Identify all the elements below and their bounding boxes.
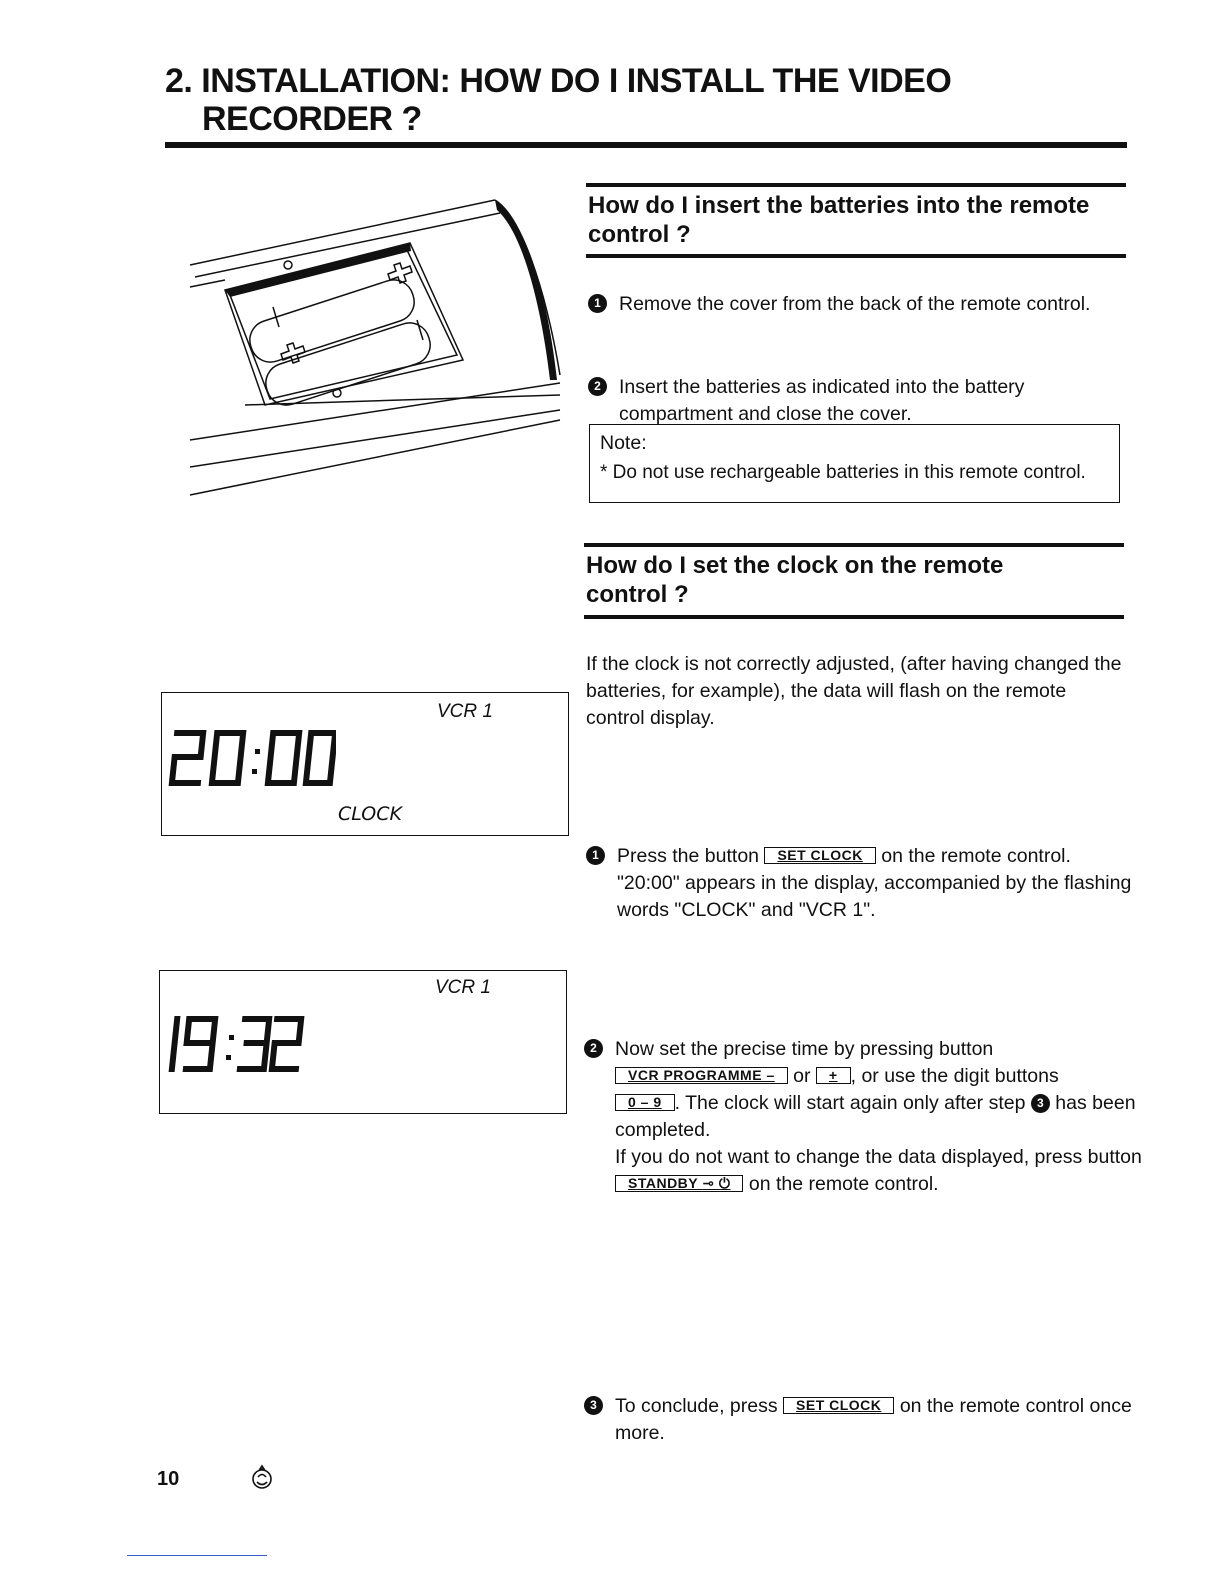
battery-step-2	[588, 374, 1089, 428]
clock-step-3	[584, 1393, 1155, 1447]
display-vcr-label: VCR 1	[437, 701, 493, 722]
step-number-badge: 2	[584, 1039, 603, 1058]
digit-buttons: 0 – 9	[615, 1094, 675, 1111]
clock-step-2	[584, 1036, 1155, 1198]
clock-step-1	[586, 843, 1157, 924]
key-power-icon: ⊸ ⏻	[702, 1175, 731, 1191]
step-text: Now set the precise time by pressing button	[615, 1038, 994, 1060]
recycle-logo-icon	[246, 1462, 278, 1494]
step-text: on the remote control.	[881, 845, 1071, 867]
step-text: on the remote control.	[748, 1173, 939, 1195]
plus-button: +	[816, 1067, 851, 1084]
title-rule	[165, 142, 1127, 148]
page-title-line2: RECORDER ?	[202, 100, 422, 138]
standby-button	[615, 1175, 743, 1192]
clock-intro: If the clock is not correctly adjusted, (after having changed the batteries, for example), the data will flash on the remote control display.	[586, 653, 1122, 729]
page-title-line1: 2. INSTALLATION: HOW DO I INSTALL THE VIDEO	[165, 62, 952, 100]
set-clock-button: SET CLOCK	[764, 847, 875, 864]
step-text: , or use the digit buttons	[850, 1065, 1059, 1087]
battery-step-1	[588, 291, 1159, 318]
step-number-badge: 3	[584, 1396, 603, 1415]
display-clock-label: CLOCK	[338, 803, 402, 825]
page-number: 10	[157, 1468, 180, 1490]
step-text: . The clock will start again only after step	[674, 1092, 1026, 1114]
step-text: Insert the batteries as indicated into the battery compartment and close the cover.	[619, 376, 1025, 425]
page-title	[165, 62, 1065, 138]
footer-divider	[127, 1555, 267, 1556]
vcr-programme-minus-button: VCR PROGRAMME –	[615, 1067, 788, 1084]
section-heading-batteries: How do I insert the batteries into the remote control ?	[586, 183, 1126, 258]
step-text: To conclude, press	[615, 1395, 778, 1417]
display-time-digits	[166, 725, 336, 795]
set-clock-button: SET CLOCK	[783, 1397, 894, 1414]
step-text: Press the button	[617, 845, 760, 867]
step-number-badge: 1	[588, 294, 607, 313]
remote-display-time	[159, 970, 567, 1114]
step-text: has been completed.	[615, 1092, 1136, 1141]
section-heading-clock	[584, 543, 1124, 619]
step-text: "20:00" appears in the display, accompanied by the flashing words "CLOCK" and "VCR 1".	[617, 872, 1132, 921]
section-heading-clock-text: How do I set the clock on the remote control ?	[586, 552, 1004, 608]
remote-display-clock	[161, 692, 569, 836]
step-text: or	[793, 1065, 811, 1087]
step-number-badge: 2	[588, 377, 607, 396]
display-time-digits	[166, 1011, 306, 1081]
note-text: * Do not use rechargeable batteries in this remote control.	[600, 462, 1086, 483]
remote-battery-illustration	[185, 195, 570, 505]
step-text: on the remote control once more.	[615, 1395, 1132, 1444]
standby-button-label: STANDBY	[628, 1175, 698, 1191]
step-text: Remove the cover from the back of the remote control.	[619, 293, 1091, 315]
step-text: If you do not want to change the data displayed, press button	[615, 1146, 1142, 1168]
display-vcr-label: VCR 1	[435, 977, 491, 998]
step-reference-badge: 3	[1031, 1094, 1050, 1113]
note-label: Note:	[600, 432, 647, 454]
step-number-badge: 1	[586, 846, 605, 865]
note-box	[589, 424, 1120, 503]
